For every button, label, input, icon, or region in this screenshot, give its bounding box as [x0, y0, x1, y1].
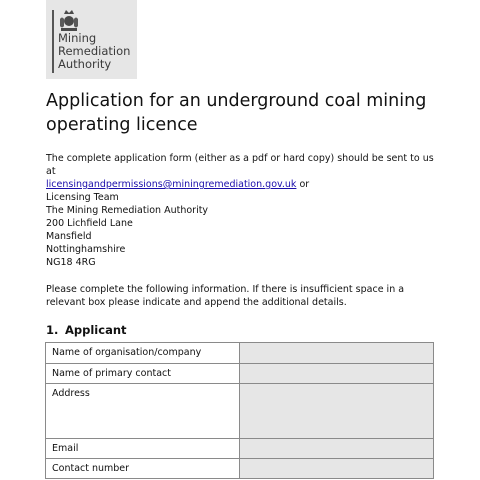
- applicant-table: [45, 342, 434, 479]
- organisation-input[interactable]: [240, 343, 434, 364]
- address-line: Licensing Team: [46, 192, 119, 203]
- postal-address: [46, 191, 446, 269]
- section-number: 1.: [46, 323, 59, 337]
- address-line: Nottinghamshire: [46, 244, 126, 255]
- address-line: 200 Lichfield Lane: [46, 218, 133, 229]
- contact-number-label: Contact number: [46, 459, 240, 479]
- email-link[interactable]: licensingandpermissions@miningremediation.gov.uk: [46, 179, 297, 190]
- table-row: [46, 384, 434, 439]
- intro-text: The complete application form (either as a pdf or hard copy) should be sent to us at: [46, 153, 434, 177]
- table-row: [46, 439, 434, 459]
- table-row: [46, 364, 434, 384]
- logo-line: Authority: [58, 57, 112, 71]
- section-title: Applicant: [65, 323, 127, 337]
- logo-text: [58, 32, 130, 71]
- table-row: [46, 343, 434, 364]
- intro-suffix: or: [299, 179, 310, 190]
- logo-line: Remediation: [58, 44, 131, 58]
- royal-crest-icon: [58, 9, 80, 33]
- section-heading: [46, 322, 127, 338]
- logo-divider: [52, 10, 54, 73]
- page-title: Application for an underground coal mining operating licence: [46, 91, 427, 135]
- email-input[interactable]: [240, 439, 434, 459]
- address-line: NG18 4RG: [46, 257, 96, 268]
- table-row: [46, 459, 434, 479]
- mra-logo: [46, 0, 137, 79]
- address-line: The Mining Remediation Authority: [46, 205, 209, 216]
- contact-number-input[interactable]: [240, 459, 434, 479]
- instructions-paragraph: Please complete the following information. If there is insufficient space in a relevant box please indicate and append the additional details.: [46, 284, 405, 308]
- address-label: Address: [46, 384, 240, 439]
- intro-paragraph: [46, 152, 446, 191]
- logo-line: Mining: [58, 31, 97, 45]
- organisation-label: Name of organisation/company: [46, 343, 240, 364]
- address-input[interactable]: [240, 384, 434, 439]
- primary-contact-input[interactable]: [240, 364, 434, 384]
- primary-contact-label: Name of primary contact: [46, 364, 240, 384]
- address-line: Mansfield: [46, 231, 92, 242]
- email-label: Email: [46, 439, 240, 459]
